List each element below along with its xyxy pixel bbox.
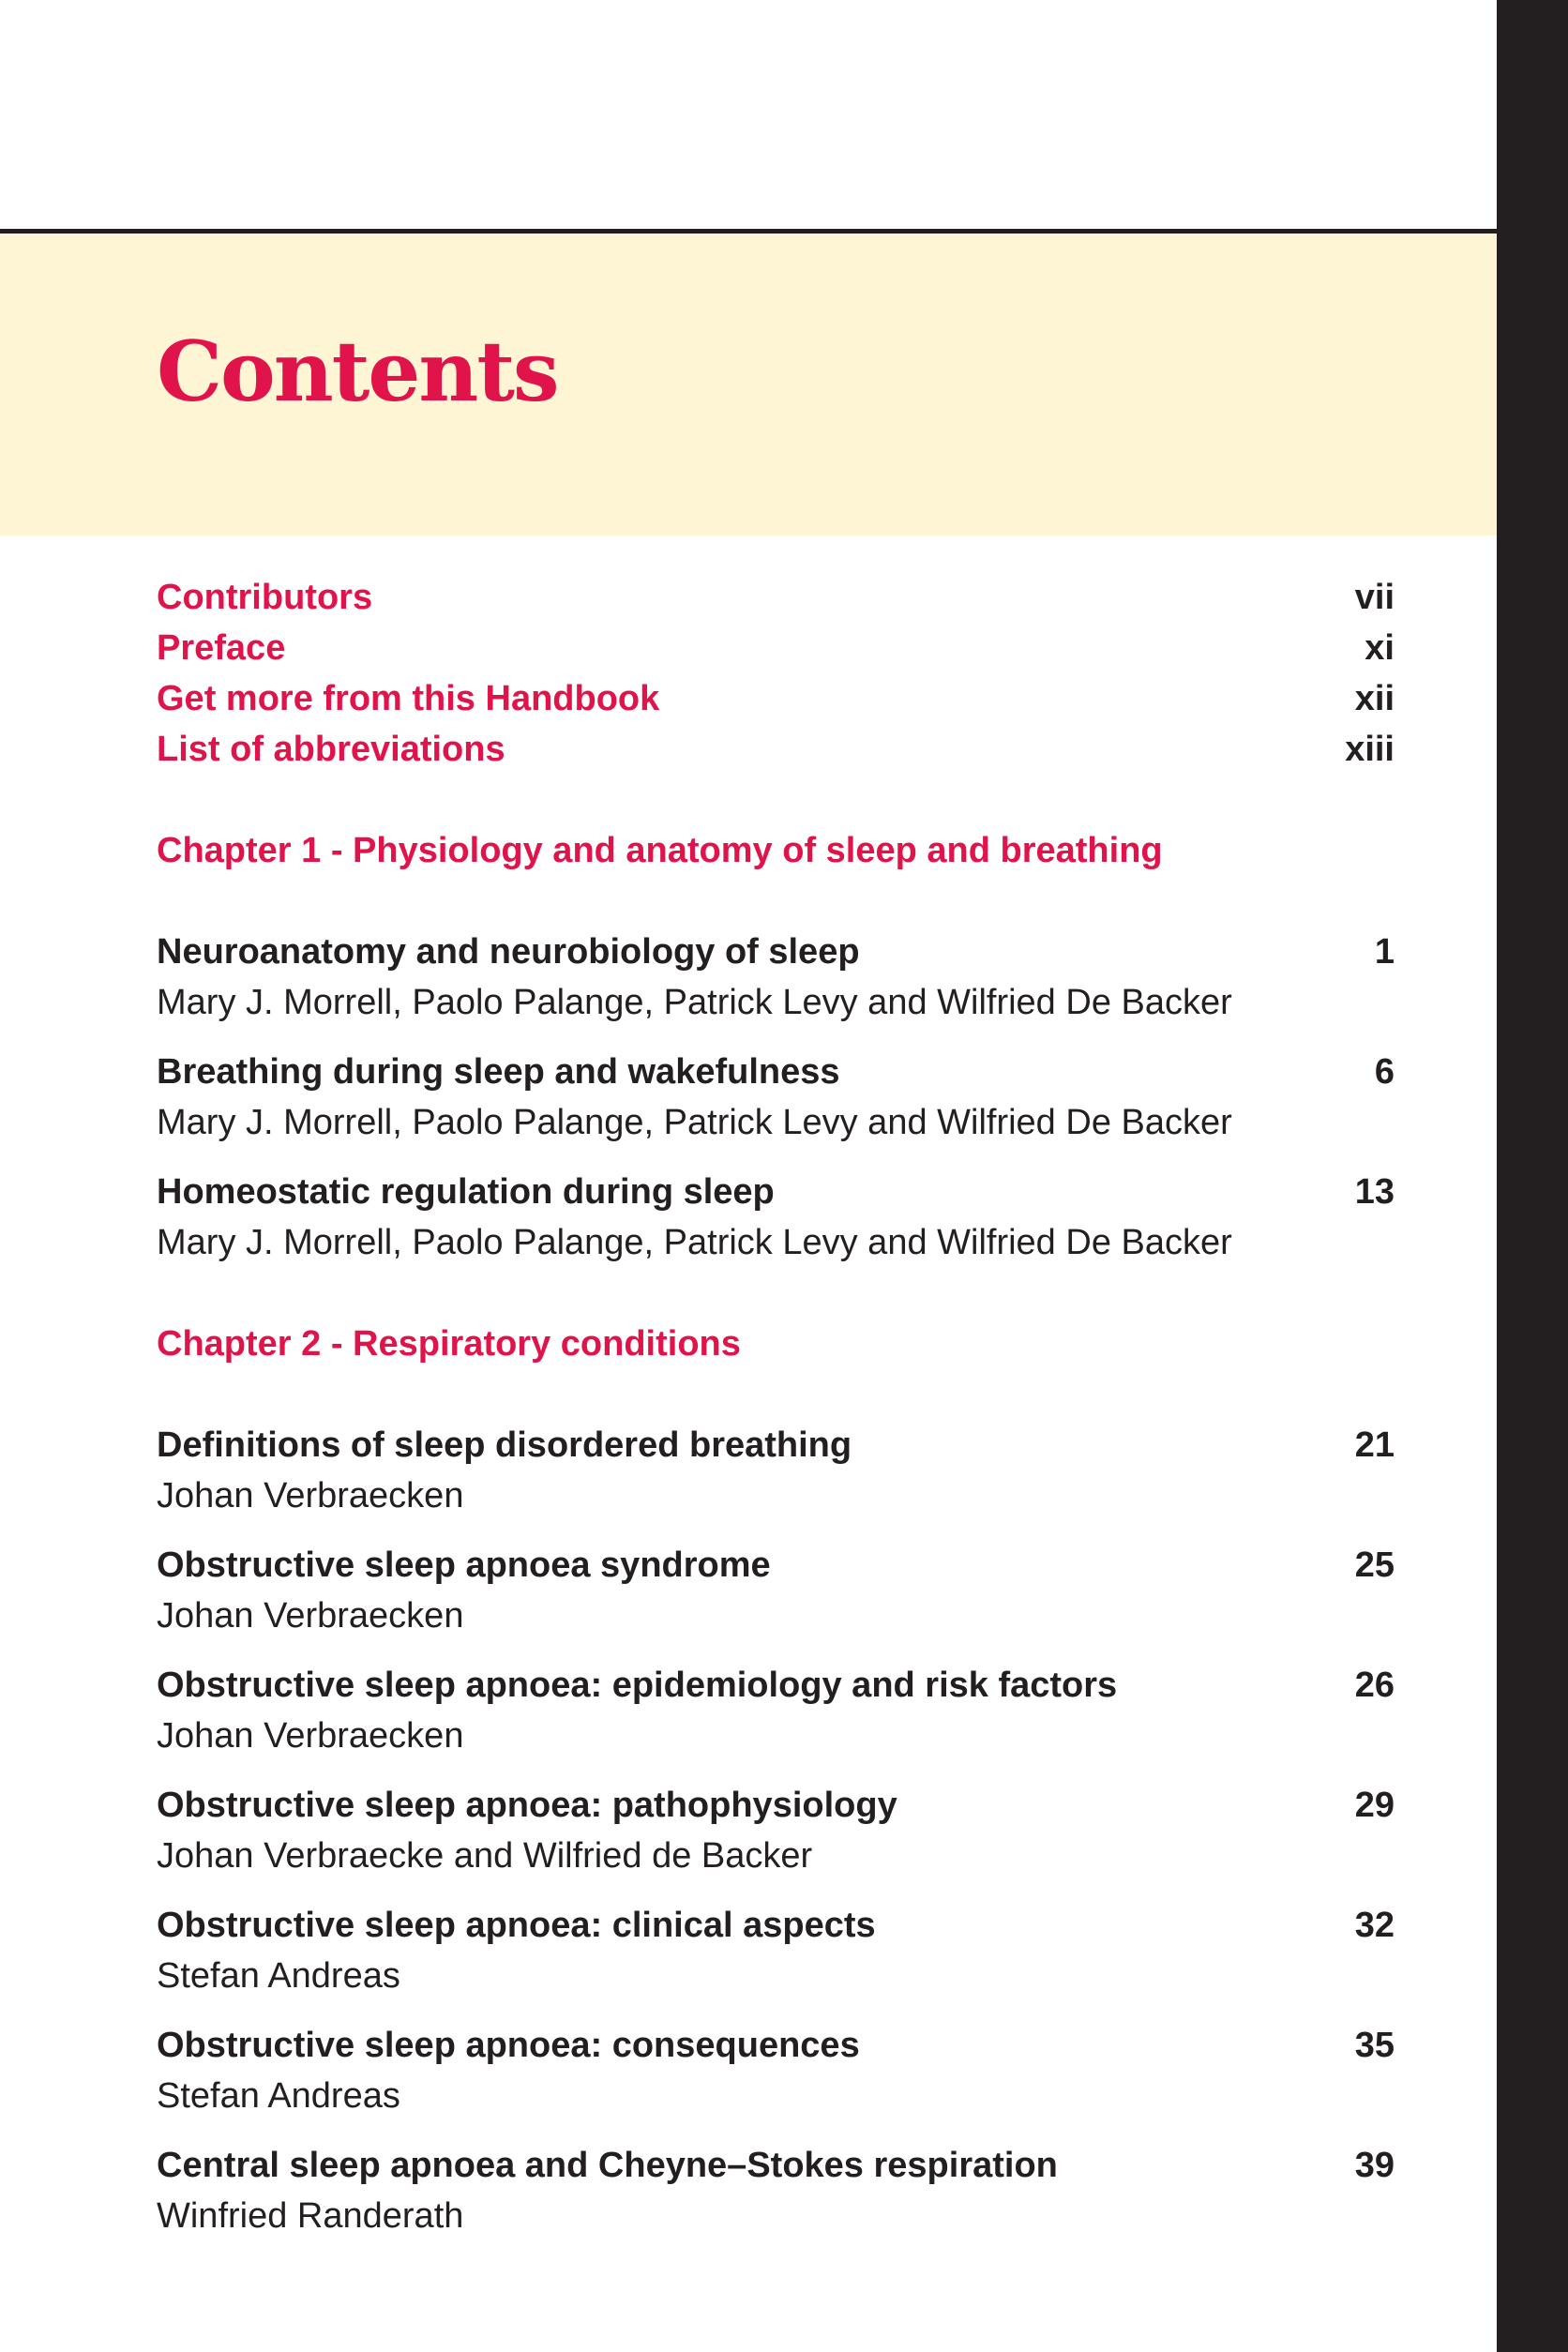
toc-entry[interactable] bbox=[157, 2020, 1395, 2121]
toc-entry-authors: Mary J. Morrell, Paolo Palange, Patrick Levy and Wilfried De Backer bbox=[157, 1223, 1232, 1262]
toc-entry-title: Breathing during sleep and wakefulness bbox=[157, 1052, 840, 1092]
toc-front-label: Contributors bbox=[157, 578, 373, 617]
toc-front-item[interactable] bbox=[157, 673, 1395, 724]
toc-page-number: 1 bbox=[1374, 932, 1395, 972]
toc-entry-row bbox=[157, 927, 1395, 977]
toc-entry-row bbox=[157, 2140, 1395, 2191]
toc-entry-title: Homeostatic regulation during sleep bbox=[157, 1172, 775, 1212]
toc-entry-authors: Johan Verbraecken bbox=[157, 1596, 464, 1636]
toc-entry-authors: Johan Verbraecken bbox=[157, 1476, 464, 1515]
toc-page-number: 29 bbox=[1354, 1786, 1395, 1825]
toc-front-item[interactable] bbox=[157, 623, 1395, 673]
toc-entry[interactable] bbox=[157, 1540, 1395, 1641]
toc-entry-title: Obstructive sleep apnoea: pathophysiology bbox=[157, 1786, 897, 1825]
toc-entry-title: Obstructive sleep apnoea: epidemiology and risk factors bbox=[157, 1666, 1118, 1705]
page-edge-bar bbox=[1497, 0, 1568, 2352]
toc-page-number: 39 bbox=[1354, 2146, 1395, 2185]
toc-page-number: 32 bbox=[1354, 1906, 1395, 1945]
toc-page-number: 35 bbox=[1354, 2026, 1395, 2065]
toc-entry-row bbox=[157, 1167, 1395, 1217]
chapter-heading[interactable]: Chapter 1 - Physiology and anatomy of sleep and breathing bbox=[157, 831, 1163, 870]
toc-entry-authors: Johan Verbraecken bbox=[157, 1716, 464, 1756]
toc-page-number: 21 bbox=[1354, 1425, 1395, 1465]
toc-entry[interactable] bbox=[157, 1780, 1395, 1881]
toc-entry[interactable] bbox=[157, 1167, 1395, 1268]
toc-entry[interactable] bbox=[157, 1900, 1395, 2001]
toc-entry-row bbox=[157, 1047, 1395, 1097]
page-title: Contents bbox=[157, 323, 558, 420]
toc-entry-row bbox=[157, 2020, 1395, 2071]
toc-page-number: 26 bbox=[1354, 1666, 1395, 1705]
toc-entry-authors: Johan Verbraecke and Wilfried de Backer bbox=[157, 1836, 813, 1876]
toc-entry-title: Obstructive sleep apnoea: consequences bbox=[157, 2026, 860, 2065]
chapter-heading[interactable]: Chapter 2 - Respiratory conditions bbox=[157, 1324, 741, 1364]
toc-entry-title: Central sleep apnoea and Cheyne–Stokes respiration bbox=[157, 2146, 1058, 2185]
toc-front-label: Get more from this Handbook bbox=[157, 679, 660, 718]
toc-entry[interactable] bbox=[157, 1660, 1395, 1761]
toc-page-number: xiii bbox=[1345, 730, 1395, 769]
table-of-contents bbox=[157, 572, 1395, 2260]
toc-entry-row bbox=[157, 1540, 1395, 1591]
toc-page-number: 6 bbox=[1374, 1052, 1395, 1092]
toc-entry-title: Neuroanatomy and neurobiology of sleep bbox=[157, 932, 860, 972]
toc-entry-authors: Stefan Andreas bbox=[157, 2076, 400, 2116]
toc-entry[interactable] bbox=[157, 1420, 1395, 1521]
toc-entry[interactable] bbox=[157, 927, 1395, 1028]
toc-entry-title: Obstructive sleep apnoea: clinical aspects bbox=[157, 1906, 876, 1945]
toc-entry-row bbox=[157, 1420, 1395, 1470]
toc-page-number: 13 bbox=[1354, 1172, 1395, 1212]
toc-entry-row bbox=[157, 1900, 1395, 1951]
toc-entry-row bbox=[157, 1660, 1395, 1711]
toc-front-label: Preface bbox=[157, 628, 286, 668]
toc-page-number: xii bbox=[1354, 679, 1395, 718]
toc-front-item[interactable] bbox=[157, 724, 1395, 775]
toc-entry-authors: Mary J. Morrell, Paolo Palange, Patrick Levy and Wilfried De Backer bbox=[157, 1103, 1232, 1142]
toc-entry-authors: Stefan Andreas bbox=[157, 1956, 400, 1996]
toc-entry-title: Obstructive sleep apnoea syndrome bbox=[157, 1545, 771, 1585]
toc-page-number: 25 bbox=[1354, 1545, 1395, 1585]
toc-page-number: xi bbox=[1364, 628, 1395, 668]
toc-front-item[interactable] bbox=[157, 572, 1395, 623]
toc-entry-authors: Winfried Randerath bbox=[157, 2196, 464, 2236]
toc-page-number: vii bbox=[1354, 578, 1395, 617]
toc-entry[interactable] bbox=[157, 1047, 1395, 1148]
toc-entry-authors: Mary J. Morrell, Paolo Palange, Patrick Levy and Wilfried De Backer bbox=[157, 983, 1232, 1022]
toc-entry[interactable] bbox=[157, 2140, 1395, 2241]
toc-front-label: List of abbreviations bbox=[157, 730, 505, 769]
toc-entry-row bbox=[157, 1780, 1395, 1831]
toc-entry-title: Definitions of sleep disordered breathing bbox=[157, 1425, 852, 1465]
